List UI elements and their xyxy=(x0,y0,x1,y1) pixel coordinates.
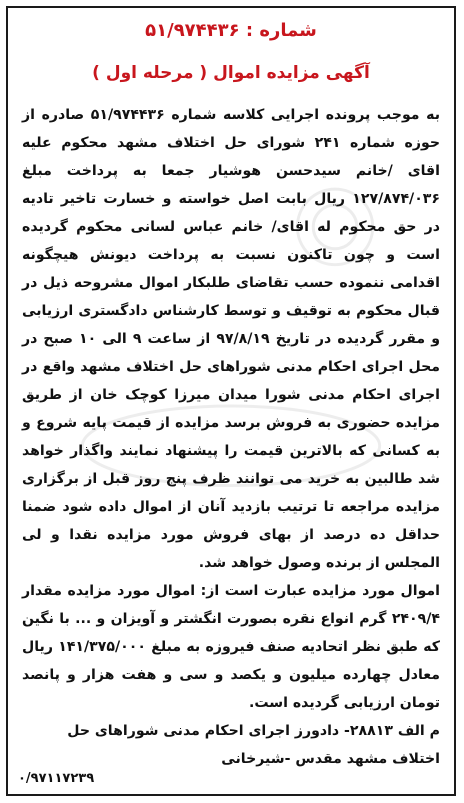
notice-footer-line1: م الف ۲۸۸۱۳- دادورز اجرای احکام مدنی شوراهای حل xyxy=(67,723,440,739)
notice-footer xyxy=(22,717,440,773)
notice-body xyxy=(22,101,440,717)
notice-frame xyxy=(6,6,456,796)
notice-paragraph-items: اموال مورد مزایده عبارت است از: اموال مورد مزایده مقدار ۲۴۰۹/۴ گرم انواع نقره بصورت انگشتر و آویزان و ... با نگین که طبق نظر اتحادیه صنف فیروزه به مبلغ ۱۴۱/۳۷۵/۰۰۰ ریال معادل چهارده میلیون و یکصد و سی و هفت هزار و پانصد تومان ارزیابی گردیده است. xyxy=(22,583,440,711)
notice-code: ۰/۹۷۱۱۷۲۳۹ xyxy=(18,771,95,786)
notice-number: شماره : ۵۱/۹۷۴۴۳۶ xyxy=(145,20,317,41)
notice-footer-line2: اختلاف مشهد مقدس -شیرخانی xyxy=(221,751,440,767)
notice-paragraph-main: به موجب پرونده اجرایی کلاسه شماره ۵۱/۹۷۴۴۳۶ صادره از حوزه شماره ۲۴۱ شورای حل اختلاف مشهد محکوم علیه اقای /خانم سیدحسن هوشیار جمعا به پرداخت مبلغ ۱۲۷/۸۷۴/۰۳۶ ریال بابت اصل خواسته و خسارت تاخیر تادیه در حق محکوم له اقای/ خانم عباس لسانی محکوم گردیده است و چون تاکنون نسبت به پرداخت دیونش هیچگونه اقدامی ننموده حسب تقاضای طلبکار اموال مشروحه ذیل در قبال محکوم به توقیف و توسط کارشناس دادگستری ارزیابی و مقرر گردیده در تاریخ ۹۷/۸/۱۹ از ساعت ۹ الی ۱۰ صبح در محل اجرای احکام مدنی شوراهای حل اختلاف مشهد واقع در اجرای احکام مدنی شورا میدان میرزا کوچک خان از طریق مزایده حضوری به فروش برسد مزایده از قیمت پایه شروع و به کسانی که بالاترین قیمت را پیشنهاد نمایند واگذار خواهد شد طالبین به خرید می توانند ظرف پنج روز قبل از برگزاری مزایده مراجعه تا ترتیب بازدید آنان از اموال داده شود ضمنا حداقل ده درصد از بهای فروش مورد مزایده نقدا و لی المجلس از برنده وصول خواهد شد. xyxy=(22,107,440,571)
notice-title: آگهی مزایده اموال ( مرحله اول ) xyxy=(92,63,370,83)
